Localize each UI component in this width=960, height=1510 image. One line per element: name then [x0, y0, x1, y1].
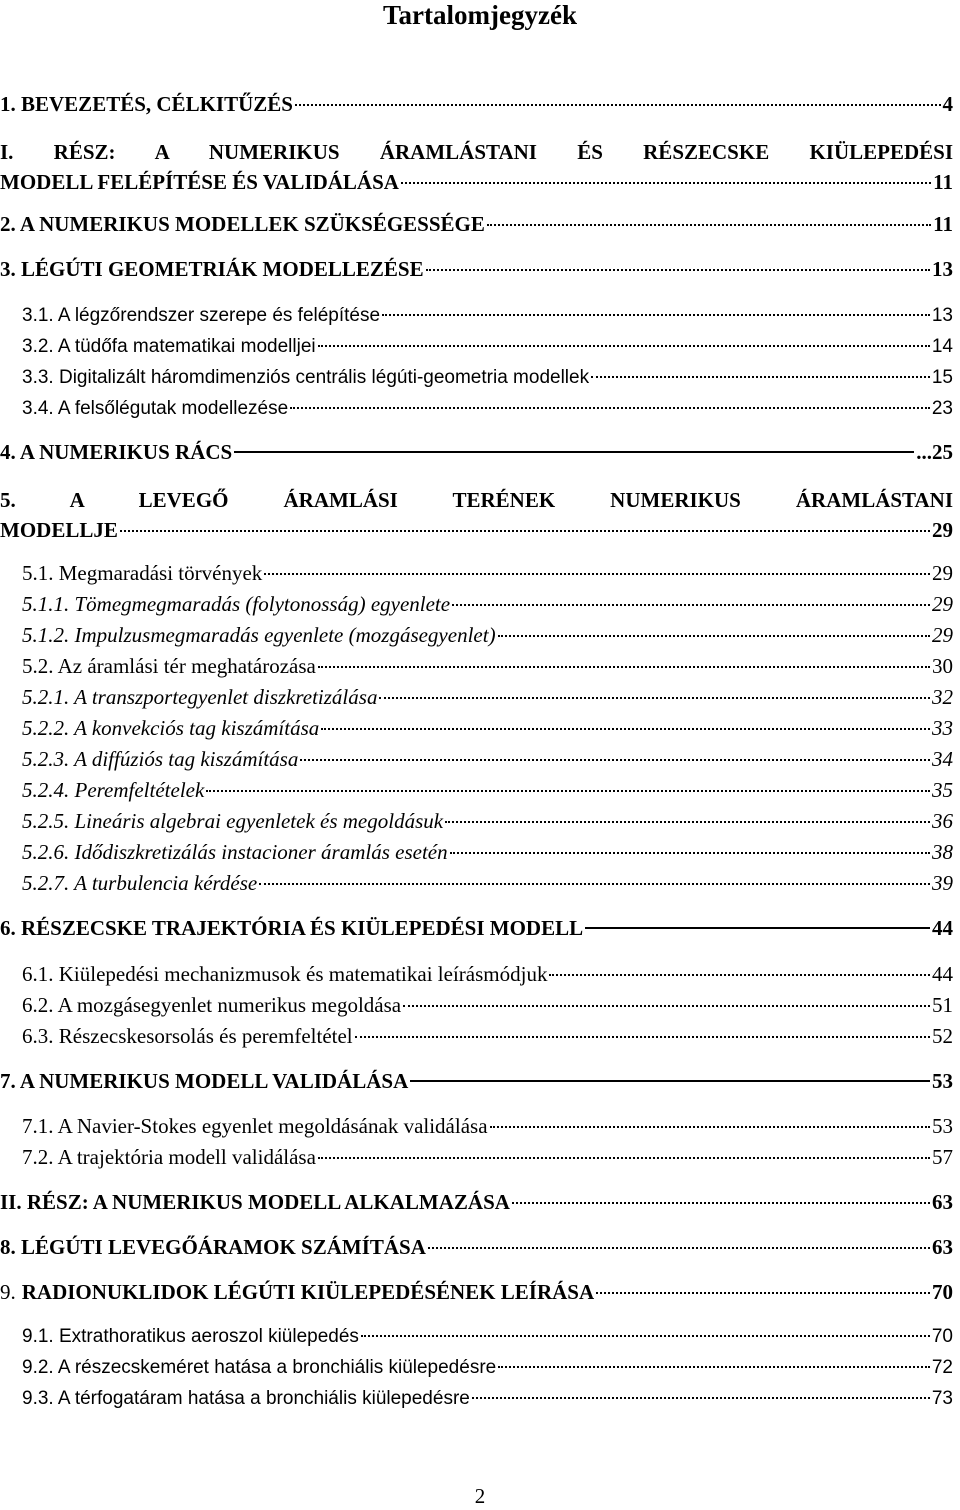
toc-entry[interactable]: [0, 1069, 953, 1094]
toc-entry[interactable]: [22, 1114, 953, 1139]
dot-leader: [450, 852, 930, 854]
dot-leader: [290, 407, 930, 409]
toc-entry-page: 11: [933, 170, 953, 194]
toc-entry[interactable]: [22, 1145, 953, 1170]
toc-entry-page: 36: [932, 809, 953, 833]
toc-entry-page: 23: [931, 398, 953, 419]
toc-entry-page: 32: [932, 685, 953, 709]
toc-entry-text: 5.1.2. Impulzusmegmaradás egyenlete (mozgásegyenlet): [22, 623, 496, 647]
toc-entry-page: 35: [932, 778, 953, 802]
dot-leader: [300, 759, 930, 761]
toc-entry-text: MODELLJE: [0, 518, 118, 542]
toc-entry-text: 5.2. Az áramlási tér meghatározása: [22, 654, 316, 678]
toc-entry-text: 1. BEVEZETÉS, CÉLKITŰZÉS: [0, 92, 293, 116]
toc-entry[interactable]: [0, 1280, 953, 1305]
toc-entry-text: 6.3. Részecskesorsolás és peremfeltétel: [22, 1024, 353, 1048]
toc-entry[interactable]: [22, 840, 953, 865]
toc-entry[interactable]: [22, 1357, 953, 1379]
toc-entry[interactable]: [0, 1235, 953, 1260]
toc-entry-page: 13: [932, 257, 953, 281]
toc-entry-page: 30: [932, 654, 953, 678]
toc-entry-text: 9.2. A részecskeméret hatása a bronchiális kiülepedésre: [22, 1357, 497, 1378]
toc-entry[interactable]: [22, 747, 953, 772]
toc-entry[interactable]: [22, 716, 953, 741]
dot-leader: [498, 1366, 930, 1368]
dot-leader: [361, 1335, 930, 1337]
toc-entry[interactable]: [0, 916, 953, 941]
toc-entry[interactable]: [22, 1024, 953, 1049]
toc-entry-page: 29: [932, 623, 953, 647]
toc-entry-page: 57: [932, 1145, 953, 1169]
toc-entry-text: 3.4. A felsőlégutak modellezése: [22, 398, 289, 419]
toc-entry-line1: I. RÉSZ: A NUMERIKUS ÁRAMLÁSTANI ÉS RÉSZECSKE KIÜLEPEDÉSI: [0, 140, 953, 164]
toc-entry[interactable]: [22, 561, 953, 586]
toc-entry-text: 7.1. A Navier-Stokes egyenlet megoldásának validálása: [22, 1114, 488, 1138]
page-title: Tartalomjegyzék: [383, 0, 577, 30]
dot-leader: [591, 376, 930, 378]
dot-leader: [355, 1036, 930, 1038]
leader-line: [234, 451, 914, 453]
toc-entry[interactable]: [22, 398, 953, 420]
toc-entry-text: II. RÉSZ: A NUMERIKUS MODELL ALKALMAZÁSA: [0, 1190, 510, 1214]
toc-entry-text: 3.2. A tüdőfa matematikai modelljei: [22, 336, 316, 357]
toc-entry-text: 5.2.3. A diffúziós tag kiszámítása: [22, 747, 299, 771]
toc-entry-page: 73: [931, 1388, 953, 1409]
dot-leader: [206, 790, 930, 792]
dot-leader: [498, 635, 930, 637]
toc-entry[interactable]: [22, 592, 953, 617]
toc-entry[interactable]: [22, 962, 953, 987]
toc-entry[interactable]: [0, 137, 953, 197]
toc-entry-text: 8. LÉGÚTI LEVEGŐÁRAMOK SZÁMÍTÁSA: [0, 1235, 426, 1259]
toc-entry-text: 5.2.1. A transzportegyenlet diszkretizálása: [22, 685, 378, 709]
toc-entry-text: 7. A NUMERIKUS MODELL VALIDÁLÁSA: [0, 1069, 409, 1093]
toc-entry-text: 3. LÉGÚTI GEOMETRIÁK MODELLEZÉSE: [0, 257, 424, 281]
dot-leader: [472, 1397, 930, 1399]
dot-leader: [379, 697, 930, 699]
dot-leader: [452, 604, 930, 606]
toc-entry-page: 33: [932, 716, 953, 740]
dot-leader: [259, 883, 930, 885]
toc-entry[interactable]: [22, 993, 953, 1018]
toc-entry-text: 9.3. A térfogatáram hatása a bronchiális kiülepedésre: [22, 1388, 470, 1409]
toc-entry-text: 2. A NUMERIKUS MODELLEK SZÜKSÉGESSÉGE: [0, 212, 485, 236]
toc-entry-page: 63: [932, 1235, 953, 1259]
toc-entry-page: 13: [931, 305, 953, 326]
toc-entry-page: 29: [932, 518, 953, 542]
dot-leader: [512, 1202, 930, 1204]
toc-entry[interactable]: [0, 257, 953, 282]
toc-entry-text: 6.2. A mozgásegyenlet numerikus megoldása: [22, 993, 402, 1017]
toc-entry-text: 4. A NUMERIKUS RÁCS: [0, 440, 233, 464]
toc-entry-page: 53: [932, 1069, 953, 1093]
dot-leader: [318, 1157, 930, 1159]
toc-entry-text: 5.1.1. Tömegmegmaradás (folytonosság) egyenlete: [22, 592, 451, 616]
toc-entry[interactable]: [22, 778, 953, 803]
toc-entry-page: 53: [932, 1114, 953, 1138]
dot-leader: [596, 1292, 930, 1294]
dot-leader: [382, 314, 930, 316]
toc-entry-text: 5.1. Megmaradási törvények: [22, 561, 263, 585]
toc-entry-page: 11: [933, 212, 953, 236]
toc-entry[interactable]: [22, 367, 953, 389]
toc-entry-text: 3.1. A légzőrendszer szerepe és felépítése: [22, 305, 381, 326]
toc-entry-page: 44: [932, 962, 953, 986]
toc-entry-text: 9.1. Extrathoratikus aeroszol kiülepedés: [22, 1326, 359, 1347]
dot-leader: [403, 1005, 930, 1007]
leader-line: [585, 927, 930, 929]
toc-entry[interactable]: [0, 1190, 953, 1215]
toc-entry[interactable]: [22, 305, 953, 327]
dot-leader: [549, 974, 930, 976]
toc-entry-page: 14: [931, 336, 953, 357]
dot-leader: [401, 182, 931, 184]
toc-entry-text: 3.3. Digitalizált háromdimenziós centrális légúti-geometria modellek: [22, 367, 590, 388]
toc-entry[interactable]: [0, 92, 953, 117]
dot-leader: [321, 728, 930, 730]
toc-entry-text: 6. RÉSZECSKE TRAJEKTÓRIA ÉS KIÜLEPEDÉSI MODELL: [0, 916, 584, 940]
toc-entry[interactable]: [0, 212, 953, 237]
toc-entry-text: 5.2.5. Lineáris algebrai egyenletek és megoldásuk: [22, 809, 444, 833]
toc-entry[interactable]: [22, 336, 953, 358]
toc-entry-page: 34: [932, 747, 953, 771]
toc-entry-page: 70: [931, 1326, 953, 1347]
toc-entry-text: 5.2.6. Idődiszkretizálás instacioner áramlás esetén: [22, 840, 448, 864]
toc-entry[interactable]: [22, 1326, 953, 1348]
toc-entry-number: 9.: [0, 1280, 16, 1304]
toc-entry-text: RADIONUKLIDOK LÉGÚTI KIÜLEPEDÉSÉNEK LEÍRÁSA: [21, 1280, 595, 1304]
toc-entry-text: 5.2.4. Peremfeltételek: [22, 778, 205, 802]
toc-entry-text: 5.2.7. A turbulencia kérdése: [22, 871, 258, 895]
toc-entry[interactable]: [22, 623, 953, 648]
toc-entry-line1: 5. A LEVEGŐ ÁRAMLÁSI TERÉNEK NUMERIKUS ÁRAMLÁSTANI: [0, 488, 953, 512]
toc-entry-page: ...25: [916, 440, 953, 464]
dot-leader: [490, 1126, 930, 1128]
dot-leader: [426, 269, 930, 271]
dot-leader: [264, 573, 930, 575]
toc-entry[interactable]: [22, 809, 953, 834]
toc-entry-page: 70: [932, 1280, 953, 1304]
dot-leader: [318, 345, 930, 347]
toc-entry[interactable]: [22, 654, 953, 679]
dot-leader: [428, 1247, 930, 1249]
toc-entry-text: 6.1. Kiülepedési mechanizmusok és matematikai leírásmódjuk: [22, 962, 548, 986]
toc-entry-page: 44: [932, 916, 953, 940]
toc-entry-page: 39: [932, 871, 953, 895]
toc-entry-page: 4: [942, 92, 953, 116]
leader-line: [410, 1080, 930, 1082]
toc-entry-page: 38: [932, 840, 953, 864]
toc-entry-page: 52: [932, 1024, 953, 1048]
dot-leader: [318, 666, 930, 668]
toc-entry-page: 72: [931, 1357, 953, 1378]
toc-entry[interactable]: [22, 871, 953, 896]
toc-entry[interactable]: [0, 440, 953, 465]
page-number: 2: [474, 1484, 486, 1508]
dot-leader: [295, 104, 941, 106]
dot-leader: [487, 224, 931, 226]
dot-leader: [445, 821, 930, 823]
toc-entry-page: 29: [932, 592, 953, 616]
toc-entry-text: 7.2. A trajektória modell validálása: [22, 1145, 316, 1169]
toc-entry-page: 51: [932, 993, 953, 1017]
toc-entry-page: 63: [932, 1190, 953, 1214]
toc-entry[interactable]: [0, 485, 953, 545]
toc-entry-page: 15: [931, 367, 953, 388]
dot-leader: [120, 530, 930, 532]
toc-entry-page: 29: [932, 561, 953, 585]
toc-entry-text: 5.2.2. A konvekciós tag kiszámítása: [22, 716, 320, 740]
toc-entry[interactable]: [22, 1388, 953, 1410]
toc-entry-text: MODELL FELÉPÍTÉSE ÉS VALIDÁLÁSA: [0, 170, 399, 194]
toc-entry[interactable]: [22, 685, 953, 710]
